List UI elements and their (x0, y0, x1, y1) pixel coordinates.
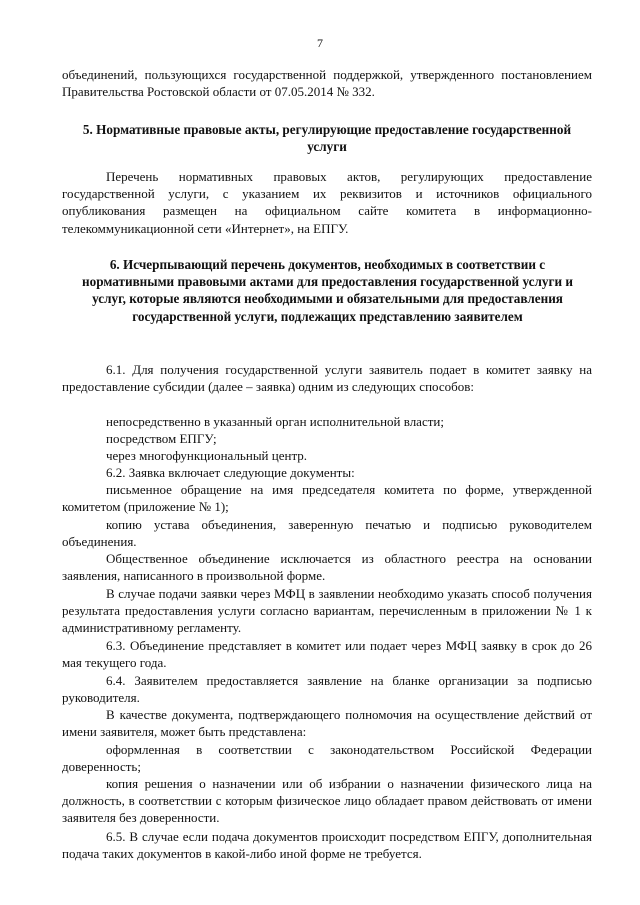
authority-item-1: оформленная в соответствии с законодательством Российской Федерации доверенность; (62, 742, 592, 775)
paragraph-6-2: 6.2. Заявка включает следующие документы: (106, 465, 355, 480)
authority-intro: В качестве документа, подтверждающего полномочия на осуществление действий от имени заявителя, может быть представлена: (62, 707, 592, 740)
submission-way-1: непосредственно в указанный орган исполнительной власти; (106, 414, 444, 429)
paragraph-6-3: 6.3. Объединение представляет в комитет или подает через МФЦ заявку в срок до 26 мая текущего года. (62, 638, 592, 671)
document-item-1: письменное обращение на имя председателя комитета по форме, утвержденной комитетом (приложение № 1); (62, 482, 592, 515)
section-5-heading: 5. Нормативные правовые акты, регулирующие предоставление государственной услуги (82, 122, 572, 155)
submission-way-2: посредством ЕПГУ; (106, 431, 217, 446)
paragraph-6-5: 6.5. В случае если подача документов происходит посредством ЕПГУ, дополнительная подача таких документов в какой-либо иной форме не требуется. (62, 829, 592, 862)
mfc-note-paragraph: В случае подачи заявки через МФЦ в заявлении необходимо указать способ получения результата предоставления услуги согласно вариантам, перечисленным в приложении № 1 к административному регламенту. (62, 586, 592, 636)
authority-item-2: копия решения о назначении или об избрании о назначении физического лица на должность, в соответствии с которым физическое лицо обладает правом действовать от имени заявителя без доверенности. (62, 776, 592, 826)
section-5-body: Перечень нормативных правовых актов, регулирующих предоставление государственной услуги, с указанием их реквизитов и источников официального опубликования размещен на официальном сайте комитета в информационно-телекоммуникационной сети «Интернет», на ЕПГУ. (62, 169, 592, 236)
document-item-2: копию устава объединения, заверенную печатью и подписью руководителем объединения. (62, 517, 592, 550)
section-6-heading: 6. Исчерпывающий перечень документов, необходимых в соответствии с нормативными правовыми актами для предоставления государственной услуги и услуг, которые являются необходимыми и обязательными для предоставления государственной услуги, подлежащих представлению заявителем (82, 257, 573, 324)
page-number: 7 (317, 36, 323, 50)
exclusion-paragraph: Общественное объединение исключается из областного реестра на основании заявления, написанного в произвольной форме. (62, 551, 592, 584)
paragraph-6-1: 6.1. Для получения государственной услуги заявитель подает в комитет заявку на предоставление субсидии (далее – заявка) одним из следующих способов: (62, 362, 592, 395)
continuation-paragraph: объединений, пользующихся государственной поддержкой, утвержденного постановлением Правительства Ростовской области от 07.05.2014 № 332. (62, 67, 592, 100)
paragraph-6-4: 6.4. Заявителем предоставляется заявление на бланке организации за подписью руководителя. (62, 673, 592, 706)
submission-way-3: через многофункциональный центр. (106, 448, 308, 463)
